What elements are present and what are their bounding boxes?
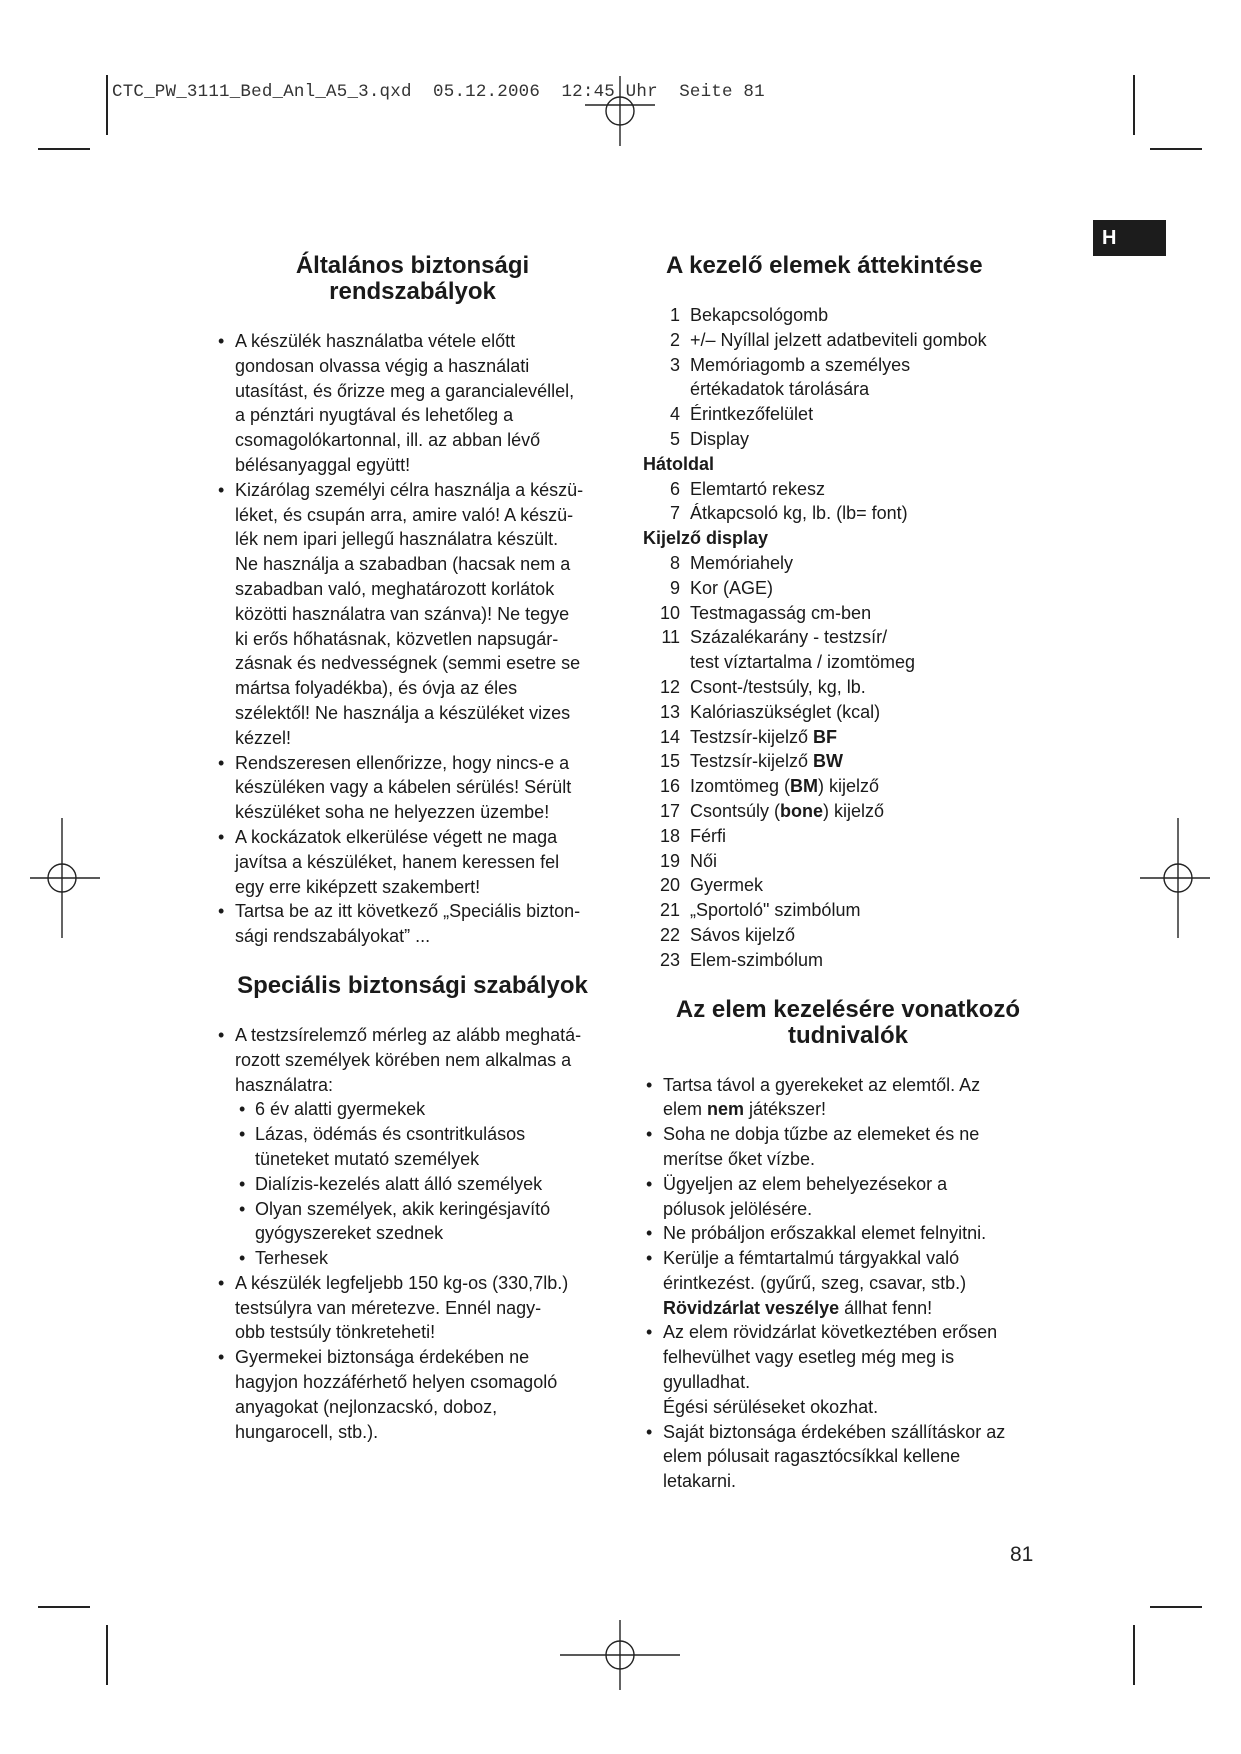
list-item: 8 Memóriahely (669, 552, 794, 573)
list-item: 5 Display (669, 428, 750, 449)
left-column (215, 253, 610, 1444)
sub-list-item: • Terhesek (215, 1246, 610, 1271)
page-number: 81 (1010, 1543, 1034, 1566)
list-item: 21 „Sportoló" szimbólum (659, 900, 861, 921)
list-item: 13 Kalóriaszükséglet (kcal) (659, 701, 881, 722)
list-item: 23 Elem-szimbólum (659, 949, 824, 970)
crop-mark-top-left-vertical (106, 75, 108, 135)
list-item: 16 Izomtömeg (BM) kijelző (659, 776, 880, 797)
list-item: 1 Bekapcsológomb (669, 305, 829, 325)
crop-mark-bottom-left-horizontal (38, 1606, 90, 1608)
crop-mark-top-right-horizontal (1150, 148, 1202, 150)
battery-handling-list (643, 1073, 1053, 1495)
sub-list-item: • Lázas, ödémás és csontritkulásos tüneteket mutató személyek (215, 1122, 610, 1172)
crop-mark-bottom-right-vertical (1133, 1625, 1135, 1685)
list-item: 9 Kor (AGE) (669, 577, 774, 598)
list-item: 19 Női (659, 850, 718, 871)
controls-overview-title: A kezelő elemek áttekintése (666, 252, 983, 279)
list-item: 15 Testzsír-kijelző BW (659, 751, 844, 772)
list-item: 3 Memóriagomb a személyes (669, 354, 911, 375)
list-item: • Rendszeresen ellenőrizze, hogy nincs-e a készüléken vagy a kábelen sérülés! Sérült készüléket soha ne helyezzen üzembe! (215, 751, 610, 825)
list-item: • Ne próbáljon erőszakkal elemet felnyitni. (643, 1221, 1053, 1246)
sub-list-item: • Dialízis-kezelés alatt álló személyek (215, 1172, 610, 1197)
list-item: • Soha ne dobja tűzbe az elemeket és ne merítse őket vízbe. (643, 1122, 1053, 1172)
special-safety-list (215, 1023, 610, 1445)
list-item: 18 Férfi (659, 825, 726, 846)
crop-mark-top-left-horizontal (38, 148, 90, 150)
list-item: 11 Százalékarány - testzsír/ (661, 627, 888, 648)
list-item: • Gyermekei biztonsága érdekében ne hagyjon hozzáférhető helyen csomagoló anyagokat (nejlonzacskó, doboz, hungarocell, stb.). (215, 1345, 610, 1444)
list-item: 4 Érintkezőfelület (669, 404, 814, 425)
list-item: 20 Gyermek (659, 875, 764, 896)
list-item: • Az elem rövidzárlat következtében erősen felhevülhet vagy esetleg még meg is gyulladhat. Égési sérüléseket okozhat. (643, 1320, 1053, 1419)
list-item: • A készülék használatba vétele előtt gondosan olvassa végig a használati utasítást, és őrizze meg a garancialevéllel, a pénztári nyugtával és lehetőleg a csomagolókartonnal, ill. az abban lévő bélésanyaggal együtt! (215, 329, 610, 478)
list-item: 12 Csont-/testsúly, kg, lb. (659, 676, 866, 697)
controls-list: 1 Bekapcsológomb 2 +/– Nyíllal jelzett adatbeviteli gombok 3 Memóriagomb a személyes értékadatok tárolására 4 Érintkezőfelület 5 Display Hátoldal 6 Elemtartó rekesz 7 Átkapcsoló kg, lb. (lb= font) Kijelző display 8 Memóriahely 9 Kor (AGE) 10 Testmagasság cm-ben 11 Százalékarány - testzsír/ test víztartalma / izomtömeg 12 Csont-/testsúly, kg, lb. 13 Kalóriaszükséglet (kcal) 14 Testzsír-kijelző BF 15 Testzsír-kijelző BW 16 Izomtömeg (BM) kijelző 17 Csontsúly (bone) kijelző 18 Férfi 19 Női 20 Gyermek 21 „Sportoló" szimbólum 22 Sávos kijelző 23 Elem-szimbólum (643, 303, 1053, 973)
list-item: • Tartsa be az itt következő „Speciális bizton- sági rendszabályokat” ... (215, 899, 610, 949)
crop-mark-bottom-right-horizontal (1150, 1606, 1202, 1608)
list-item: • A kockázatok elkerülése végett ne maga javítsa a készüléket, hanem keressen fel egy erre kiképzett szakembert! (215, 825, 610, 899)
back-side-heading: Hátoldal (643, 453, 715, 474)
sub-list-item: • Olyan személyek, akik keringésjavító gyógyszereket szednek (215, 1197, 610, 1247)
general-safety-list (215, 329, 610, 949)
list-item: 14 Testzsír-kijelző BF (659, 726, 838, 747)
registration-target-left (30, 818, 100, 938)
crop-mark-top-right-vertical (1133, 75, 1135, 135)
list-item: • Tartsa távol a gyerekeket az elemtől. Az elem nem játékszer! (643, 1073, 1053, 1123)
display-heading: Kijelző display (643, 528, 769, 549)
sub-list-item: • 6 év alatti gyermekek (215, 1097, 610, 1122)
list-item: • A készülék legfeljebb 150 kg-os (330,7lb.) testsúlyra van méretezve. Ennél nagy- obb testsúly tönkreteheti! (215, 1271, 610, 1345)
list-item: • Kerülje a fémtartalmú tárgyakkal való érintkezést. (gyűrű, szeg, csavar, stb.) Rövidzárlat veszélye állhat fenn! (643, 1246, 1053, 1320)
registration-target-bottom (560, 1620, 680, 1690)
list-item: 10 Testmagasság cm-ben (659, 602, 872, 623)
battery-handling-title: Az elem kezelésére vonatkozó tudnivalók (675, 995, 1021, 1049)
list-item: • Saját biztonsága érdekében szállításkor az elem pólusait ragasztócsíkkal kellene letakarni. (643, 1420, 1053, 1494)
list-item: 22 Sávos kijelző (659, 924, 796, 945)
list-item: 17 Csontsúly (bone) kijelző (659, 800, 885, 821)
list-item: • Ügyeljen az elem behelyezésekor a pólusok jelölésére. (643, 1172, 1053, 1222)
registration-target-right (1140, 818, 1210, 938)
list-item: 7 Átkapcsoló kg, lb. (lb= font) (669, 503, 908, 524)
language-tab: H (1093, 220, 1166, 256)
list-item: • A testzsírelemző mérleg az alább meghatá- rozott személyek körében nem alkalmas a használatra: (215, 1023, 610, 1097)
crop-mark-bottom-left-vertical (106, 1625, 108, 1685)
file-slug-line: CTC_PW_3111_Bed_Anl_A5_3.qxd 05.12.2006 12:45 Uhr Seite 81 (112, 82, 765, 102)
list-item: 2 +/– Nyíllal jelzett adatbeviteli gombok (669, 329, 987, 350)
special-safety-title: Speciális biztonsági szabályok (237, 971, 588, 999)
list-item: • Kizárólag személyi célra használja a készü- léket, és csupán arra, amire való! A készü- lék nem ipari jellegű használatra készült. Ne használja a szabadban (hacsak nem a szabadban való, meghatározott korlátok közötti használatra van szánva)! Ne tegye ki erős hőhatásnak, közvetlen napsugár- zásnak és nedvességnek (semmi esetre se mártsa folyadékba), és óvja az éles szélektől! Ne használja a készüléket vizes kézzel! (215, 478, 610, 751)
general-safety-title: Általános biztonsági rendszabályok (295, 252, 530, 305)
list-item: 6 Elemtartó rekesz (669, 478, 826, 499)
right-column (643, 253, 1053, 1494)
